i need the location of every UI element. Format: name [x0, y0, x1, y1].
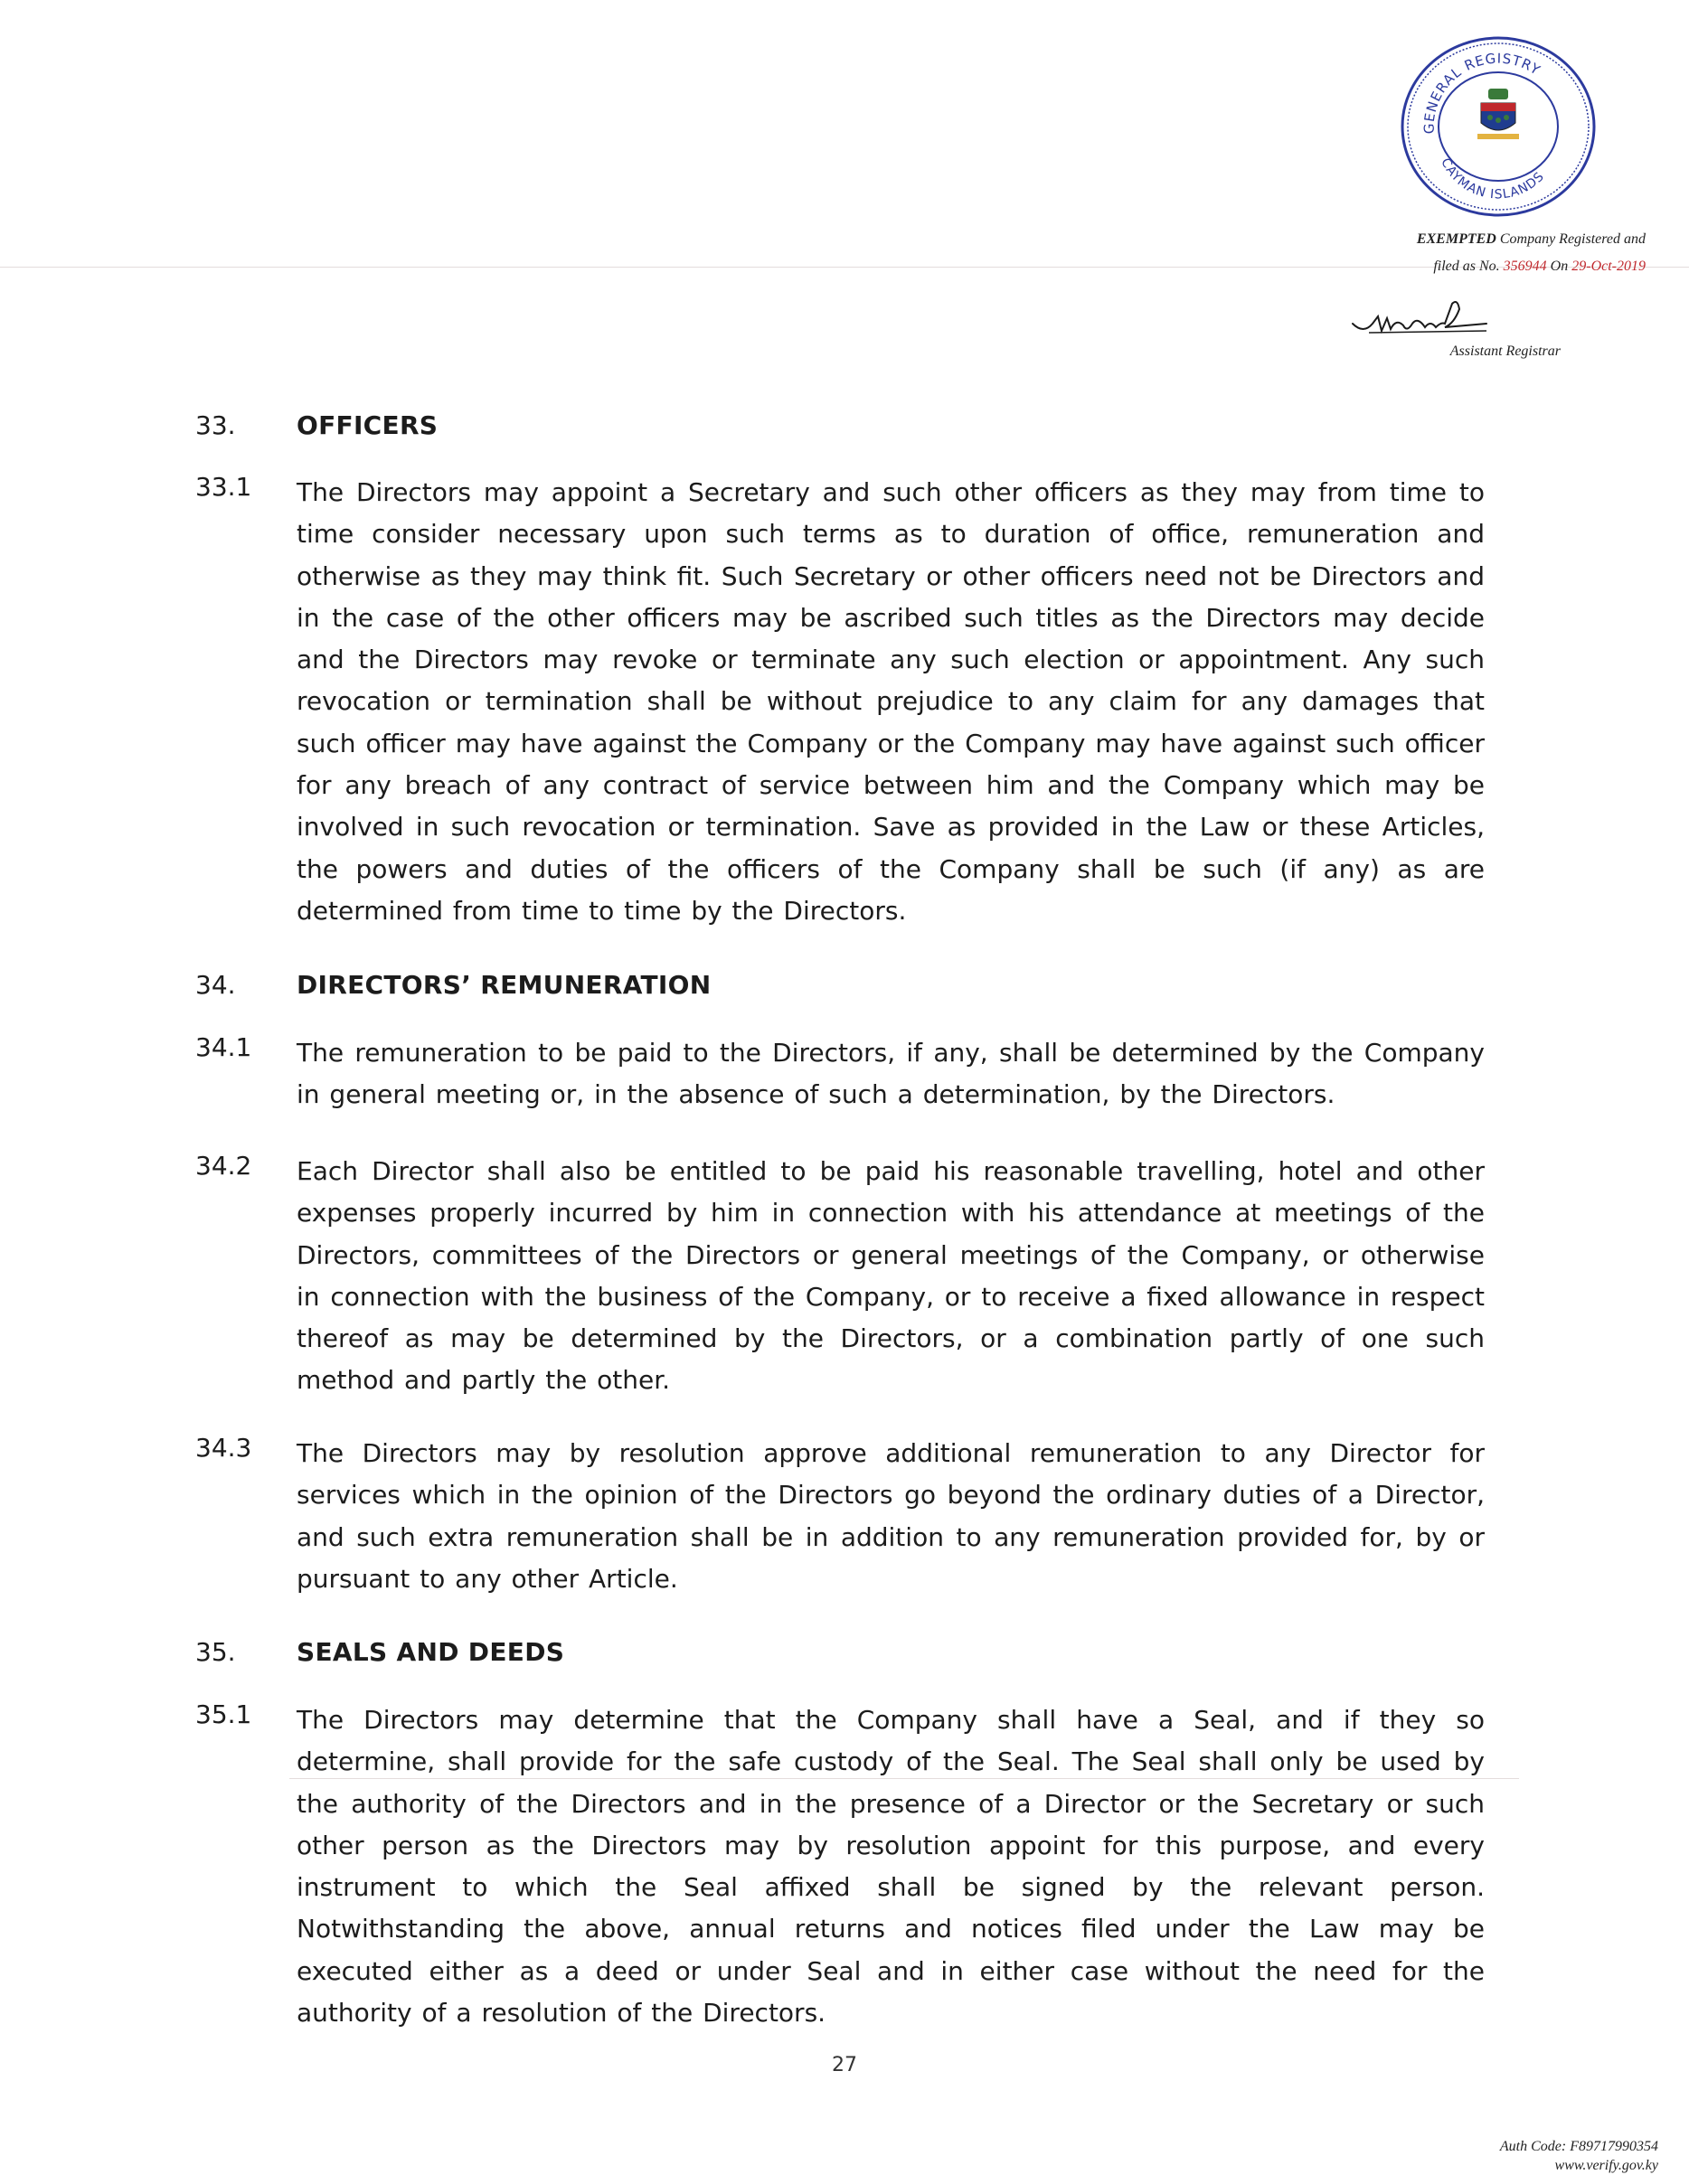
clause-34-3	[195, 1433, 1485, 1600]
section-number: 35.	[195, 1637, 236, 1667]
registration-note-line-2	[1284, 259, 1646, 275]
seal-top-text: GENERAL REGISTRY	[1420, 50, 1544, 135]
seal-bottom-text: CAYMAN ISLANDS	[1438, 155, 1548, 202]
filed-as-label: filed as No.	[1433, 259, 1500, 274]
clause-number: 34.2	[195, 1151, 252, 1181]
clause-33-1	[195, 472, 1485, 932]
clause-number: 35.1	[195, 1699, 252, 1729]
coat-of-arms-icon	[1477, 89, 1519, 139]
on-label: On	[1550, 259, 1569, 274]
registrar-signature	[1351, 297, 1496, 342]
section-title: SEALS AND DEEDS	[297, 1637, 565, 1667]
clause-number: 33.1	[195, 472, 252, 502]
registrar-title: Assistant Registrar	[1449, 344, 1561, 359]
section-number: 34.	[195, 970, 236, 1000]
section-number: 33.	[195, 410, 236, 440]
registration-note-text: Company Registered and	[1499, 231, 1646, 247]
verify-website: www.verify.gov.ky	[1554, 2158, 1658, 2173]
clause-text: Each Director shall also be entitled to be paid his reasonable travelling, hotel and other expenses properly incurred by him in connection with his attendance at meetings of the Directors, committees of the Directors or general meetings of the Company, or otherwise in connection with the business of the Company, or to receive a fixed allowance in respect thereof as may be determined by the Directors, or a combination partly of one such method and partly the other.	[297, 1156, 1485, 1396]
registration-note-line-1	[1284, 231, 1646, 248]
clause-number: 34.3	[195, 1433, 252, 1463]
section-title: DIRECTORS’ REMUNERATION	[297, 970, 712, 1000]
exempted-label: EXEMPTED	[1416, 231, 1496, 247]
clause-text: The Directors may appoint a Secretary and such other officers as they may from time to time consider necessary upon such terms as to duration of office, remuneration and otherwise as they may think fit. Such Secretary or other officers need not be Directors and in the case of the other officers may be ascribed such titles as the Directors may decide and the Directors may revoke or terminate any such election or appointment. Any such revocation or termination shall be without prejudice to any claim for any damages that such officer may have against the Company or the Company may have against such officer for any breach of any contract of service between him and the Company which may be involved in such revocation or termination. Save as provided in the Law or these Articles, the powers and duties of the officers of the Company shall be such (if any) as are determined from time to time by the Directors.	[297, 477, 1485, 926]
page-number: 27	[832, 2054, 857, 2076]
clause-35-1	[195, 1699, 1485, 2034]
clause-number: 34.1	[195, 1032, 252, 1062]
auth-code: Auth Code: F89717990354	[1499, 2139, 1658, 2154]
clause-text: The remuneration to be paid to the Directors, if any, shall be determined by the Company in general meeting or, in the absence of such a determination, by the Directors.	[297, 1038, 1485, 1110]
auth-footer	[1356, 2137, 1658, 2175]
clause-text: The Directors may determine that the Company shall have a Seal, and if they so determine, shall provide for the safe custody of the Seal. The Seal shall only be used by the authority of the Directors and in the presence of a Director or the Secretary or such other person as the Directors may by resolution appoint for this purpose, and every instrument to which the Seal affixed shall be signed by the relevant person. Notwithstanding the above, annual returns and notices filed under the Law may be executed either as a deed or under Seal and in either case without the need for the authority of a resolution of the Directors.	[297, 1705, 1485, 2029]
file-number: 356944	[1503, 259, 1547, 274]
registration-date: 29-Oct-2019	[1571, 259, 1646, 274]
section-title: OFFICERS	[297, 410, 439, 440]
general-registry-seal	[1398, 34, 1599, 220]
clause-34-1	[195, 1032, 1485, 1116]
clause-text: The Directors may by resolution approve additional remuneration to any Director for services which in the opinion of the Directors go beyond the ordinary duties of a Director, and such extra remuneration shall be in addition to any remuneration provided for, by or pursuant to any other Article.	[297, 1438, 1485, 1594]
clause-34-2	[195, 1151, 1485, 1402]
